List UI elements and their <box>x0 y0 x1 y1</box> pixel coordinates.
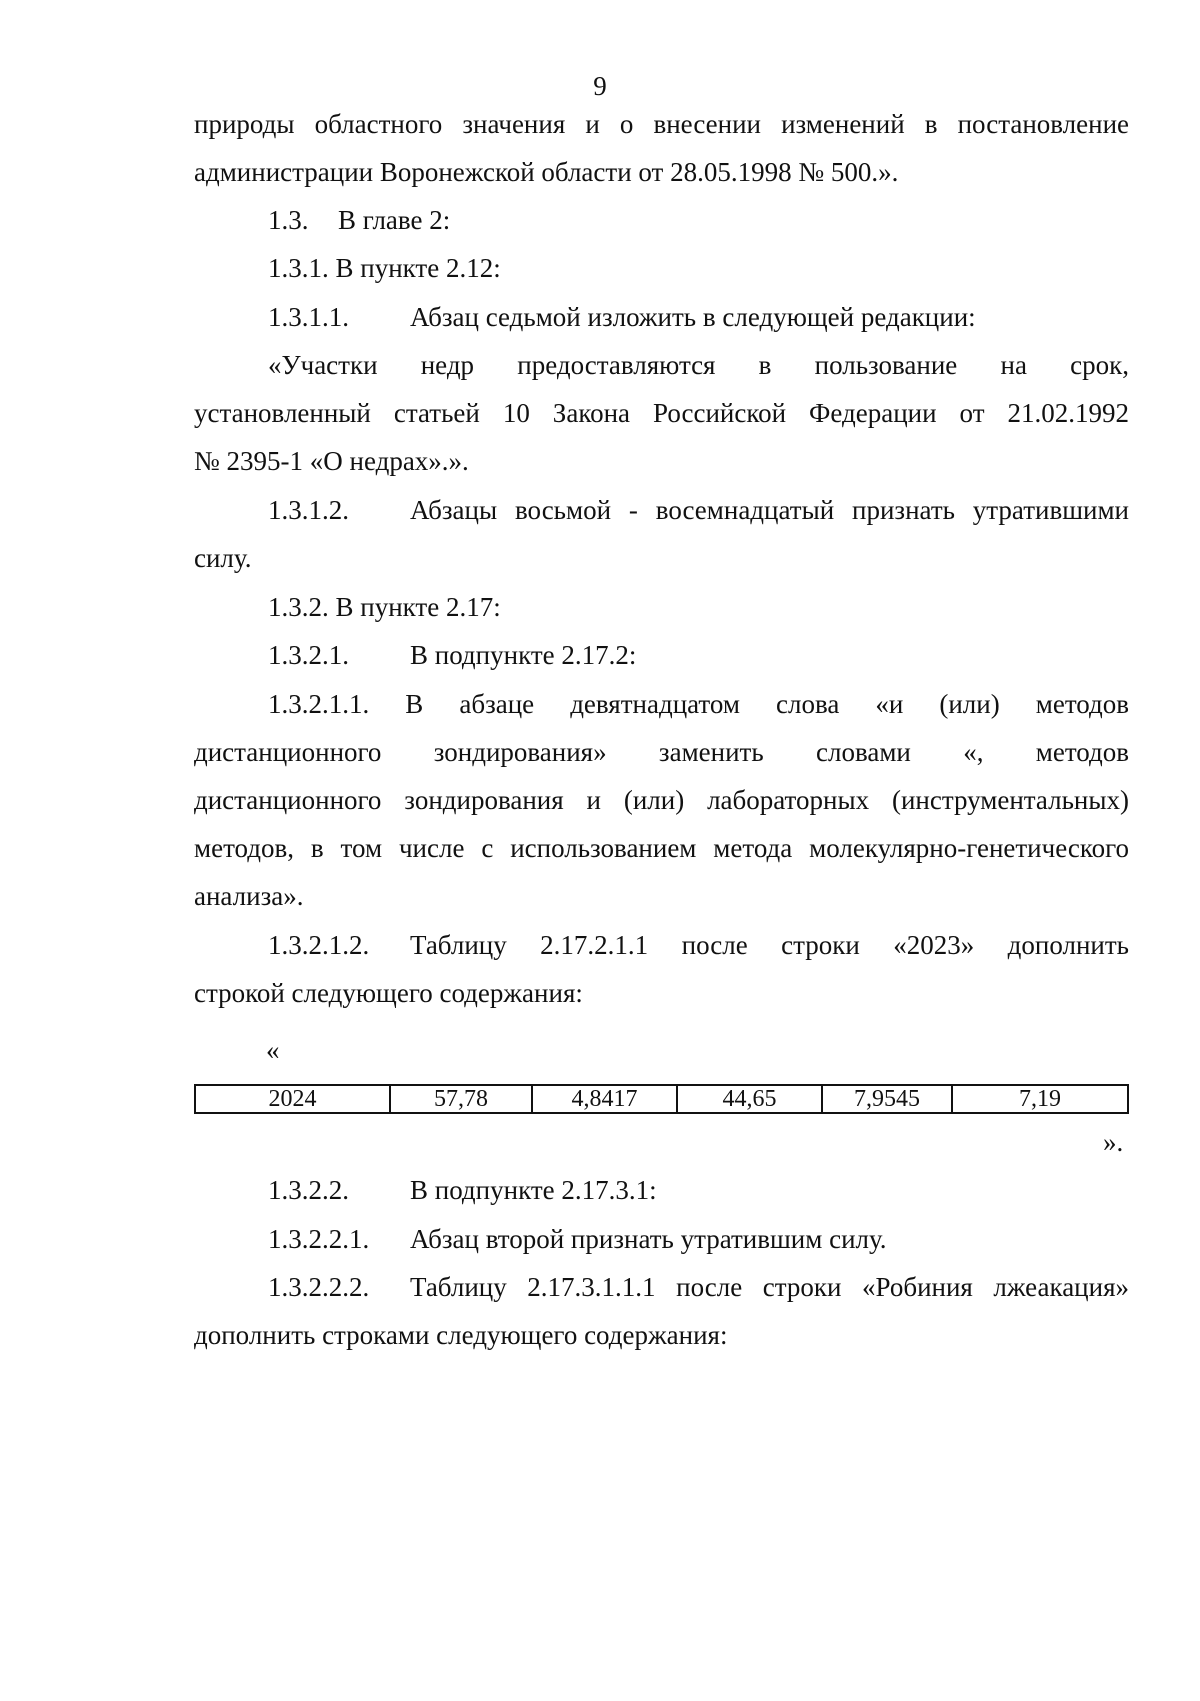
section-text: Абзац второй признать утратившим силу. <box>410 1224 887 1254</box>
section-heading: 1.3.1. В пункте 2.12: <box>268 253 501 283</box>
section-number: 1.3.1.2. <box>268 495 349 525</box>
table-cell: 57,78 <box>390 1085 532 1113</box>
paragraph-line: природы областного значения и о внесении изменений в постановление <box>194 109 1129 139</box>
section-number: 1.3.2.1. <box>268 640 349 670</box>
paragraph-line: администрации Воронежской области от 28.05.1998 № 500.». <box>194 157 899 187</box>
table-cell: 2024 <box>195 1085 390 1113</box>
paragraph-line: 1.3.2.1.1. В абзаце девятнадцатом слова «и (или) методов <box>268 689 1129 719</box>
section-heading: 1.3.2. В пункте 2.17: <box>268 592 501 622</box>
quote-line: установленный статьей 10 Закона Российской Федерации от 21.02.1992 <box>194 398 1129 428</box>
section-number: 1.3. <box>268 205 309 235</box>
section-number: 1.3.1.1. <box>268 302 349 332</box>
table-cell: 44,65 <box>677 1085 822 1113</box>
section-number: 1.3.2.2.2. <box>268 1272 370 1302</box>
open-quote: « <box>266 1035 280 1065</box>
section-text: Таблицу 2.17.3.1.1.1 после строки «Робиния лжеакация» <box>410 1272 1129 1302</box>
section-text: Абзац седьмой изложить в следующей редакции: <box>410 302 976 332</box>
section-text: Таблицу 2.17.2.1.1 после строки «2023» дополнить <box>410 930 1129 960</box>
section-text: В подпункте 2.17.3.1: <box>410 1175 657 1205</box>
table-row <box>195 1085 1128 1113</box>
quote-line: «Участки недр предоставляются в пользование на срок, <box>268 350 1129 380</box>
section-text: Абзацы восьмой - восемнадцатый признать утратившими <box>410 495 1129 525</box>
section-text-continued: строкой следующего содержания: <box>194 978 583 1008</box>
paragraph-line: дистанционного зондирования и (или) лабораторных (инструментальных) <box>194 785 1129 815</box>
section-text-continued: силу. <box>194 543 252 573</box>
page-number: 9 <box>593 71 607 101</box>
section-text: В подпункте 2.17.2: <box>410 640 637 670</box>
section-text: В главе 2: <box>338 205 451 235</box>
data-table <box>194 1084 1129 1114</box>
section-number: 1.3.2.1.2. <box>268 930 370 960</box>
paragraph-line: анализа». <box>194 881 304 911</box>
section-number: 1.3.2.2.1. <box>268 1224 370 1254</box>
table-cell: 7,19 <box>952 1085 1128 1113</box>
table-cell: 4,8417 <box>532 1085 677 1113</box>
section-text-continued: дополнить строками следующего содержания: <box>194 1320 728 1350</box>
section-number: 1.3.2.2. <box>268 1175 349 1205</box>
close-quote: ». <box>1103 1127 1124 1157</box>
paragraph-line: методов, в том числе с использованием метода молекулярно-генетического <box>194 833 1129 863</box>
paragraph-line: дистанционного зондирования» заменить словами «, методов <box>194 737 1129 767</box>
quote-line: № 2395-1 «О недрах».». <box>194 446 469 476</box>
table-cell: 7,9545 <box>822 1085 952 1113</box>
